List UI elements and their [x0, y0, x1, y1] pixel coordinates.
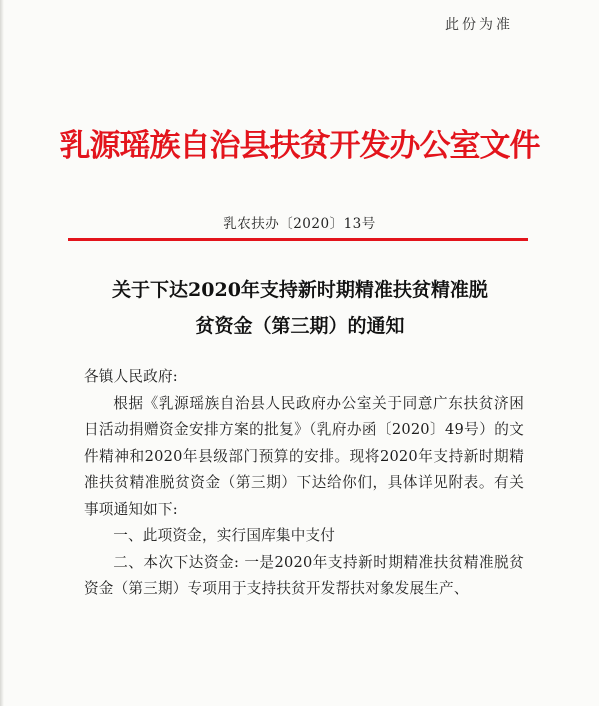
notice-title-line-1: 关于下达2020年支持新时期精准扶贫精准脱 [112, 279, 488, 301]
salutation: 各镇人民政府: [84, 368, 178, 385]
document-number: 乳农扶办〔2020〕13号 [223, 216, 376, 232]
notice-body [84, 364, 524, 603]
body-item-2: 二、本次下达资金: 一是2020年支持新时期精准扶贫精准脱贫资金（第三期）专项用于支持扶贫开发帮扶对象发展生产、 [84, 553, 524, 597]
body-item-1: 一、此项资金，实行国库集中支付 [113, 527, 336, 544]
red-divider-line [68, 238, 528, 241]
body-paragraph-1: 根据《乳源瑶族自治县人民政府办公室关于同意广东扶贫济困日活动捐赠资金安排方案的批复》（乳府办函〔2020〕49号）的文件精神和2020年县级部门预算的安排。现将2020年支持新时期精准扶贫精准脱贫资金（第三期）下达给你们，具体详见附表。有关事项通知如下: [84, 394, 524, 518]
notice-title [60, 272, 540, 344]
issuing-office-title: 乳源瑶族自治县扶贫开发办公室文件 [59, 128, 540, 164]
copy-note: 此份为准 [445, 17, 513, 33]
page-edge-shadow [0, 0, 4, 706]
notice-title-line-2: 贫资金（第三期）的通知 [195, 315, 405, 337]
